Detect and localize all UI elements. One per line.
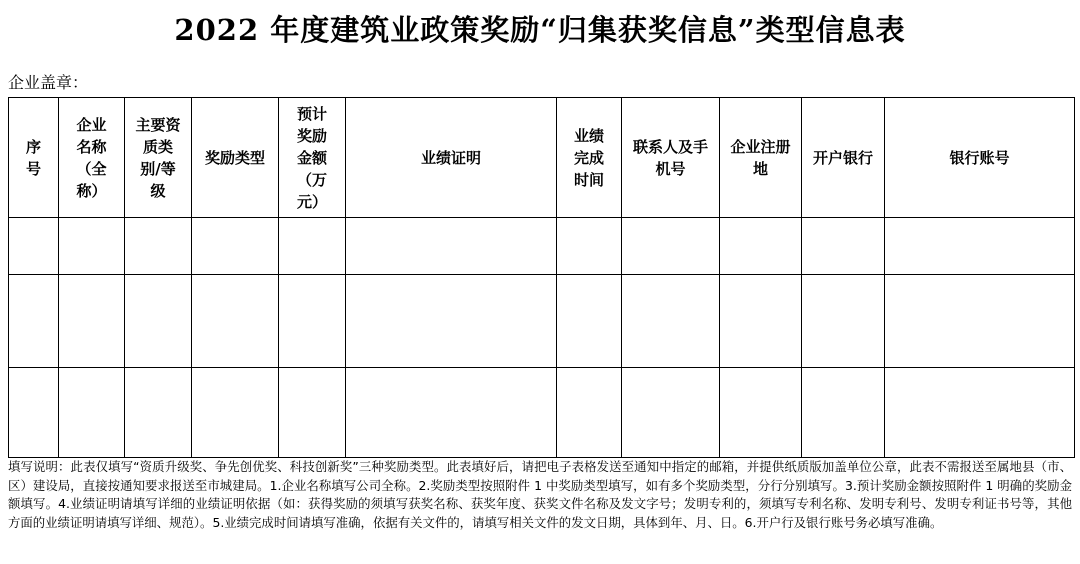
- table-cell[interactable]: [885, 218, 1075, 275]
- header-contact: 联系人及手机号: [622, 98, 720, 218]
- table-cell[interactable]: [885, 368, 1075, 458]
- table-cell[interactable]: [346, 275, 557, 368]
- table-cell[interactable]: [192, 368, 279, 458]
- table-cell[interactable]: [192, 275, 279, 368]
- table-cell[interactable]: [9, 218, 59, 275]
- table-cell[interactable]: [557, 275, 622, 368]
- header-company-name: 企业名称（全称）: [59, 98, 125, 218]
- table-cell[interactable]: [125, 368, 192, 458]
- header-serial-number: 序号: [9, 98, 59, 218]
- table-cell[interactable]: [279, 218, 346, 275]
- table-cell[interactable]: [59, 275, 125, 368]
- company-seal-label: 企业盖章：: [8, 73, 89, 92]
- filling-instructions: 填写说明：此表仅填写“资质升级奖、争先创优奖、科技创新奖”三种奖励类型。此表填好后，请把电子表格发送至通知中指定的邮箱，并提供纸质版加盖单位公章，此表不需报送至属地县（市、区）建设局，直接按通知要求报送至市城建局。1.企业名称填写公司全称。2.奖励类型按照附件 1 中奖励类型填写，如有多个奖励类型，分行分别填写。3.预计奖励金额按照附件 1 明确的奖励金额填写。4.业绩证明请填写详细的业绩证明依据（如：获得奖励的须填写获奖名称、获奖年度、获奖文件名称及发文字号；发明专利的，须填写专利名称、发明专利号、发明专利证书号等，其他方面的业绩证明请填写详细、规范）。5.业绩完成时间请填写准确，依据有关文件的，请填写相关文件的发文日期，具体到年、月、日。6.开户行及银行账号务必填写准确。: [8, 459, 1072, 530]
- header-qualification: 主要资质类别/等级: [125, 98, 192, 218]
- table-cell[interactable]: [279, 368, 346, 458]
- table-cell[interactable]: [125, 218, 192, 275]
- header-registration-place: 企业注册地: [720, 98, 802, 218]
- table-cell[interactable]: [346, 218, 557, 275]
- table-cell[interactable]: [622, 218, 720, 275]
- table-cell[interactable]: [557, 368, 622, 458]
- info-table: [8, 97, 1075, 458]
- table-cell[interactable]: [125, 275, 192, 368]
- header-completion-time: 业绩完成时间: [557, 98, 622, 218]
- header-bank: 开户银行: [802, 98, 885, 218]
- header-award-type: 奖励类型: [192, 98, 279, 218]
- table-cell[interactable]: [720, 218, 802, 275]
- table-cell[interactable]: [720, 275, 802, 368]
- table-cell[interactable]: [59, 218, 125, 275]
- table-cell[interactable]: [720, 368, 802, 458]
- table-row: [9, 218, 1075, 275]
- table-cell[interactable]: [192, 218, 279, 275]
- table-cell[interactable]: [802, 218, 885, 275]
- table-cell[interactable]: [622, 368, 720, 458]
- table-cell[interactable]: [9, 368, 59, 458]
- table-cell[interactable]: [346, 368, 557, 458]
- table-cell[interactable]: [885, 275, 1075, 368]
- table-cell[interactable]: [802, 368, 885, 458]
- table-cell[interactable]: [557, 218, 622, 275]
- header-performance-proof: 业绩证明: [346, 98, 557, 218]
- header-expected-amount: 预计奖励金额（万元）: [279, 98, 346, 218]
- table-row: [9, 368, 1075, 458]
- table-row: [9, 275, 1075, 368]
- document-title: 2022 年度建筑业政策奖励“归集获奖信息”类型信息表: [174, 13, 906, 47]
- header-bank-account: 银行账号: [885, 98, 1075, 218]
- table-cell[interactable]: [622, 275, 720, 368]
- header-row: [9, 98, 1075, 218]
- table-cell[interactable]: [279, 275, 346, 368]
- table-cell[interactable]: [802, 275, 885, 368]
- table-cell[interactable]: [59, 368, 125, 458]
- table-cell[interactable]: [9, 275, 59, 368]
